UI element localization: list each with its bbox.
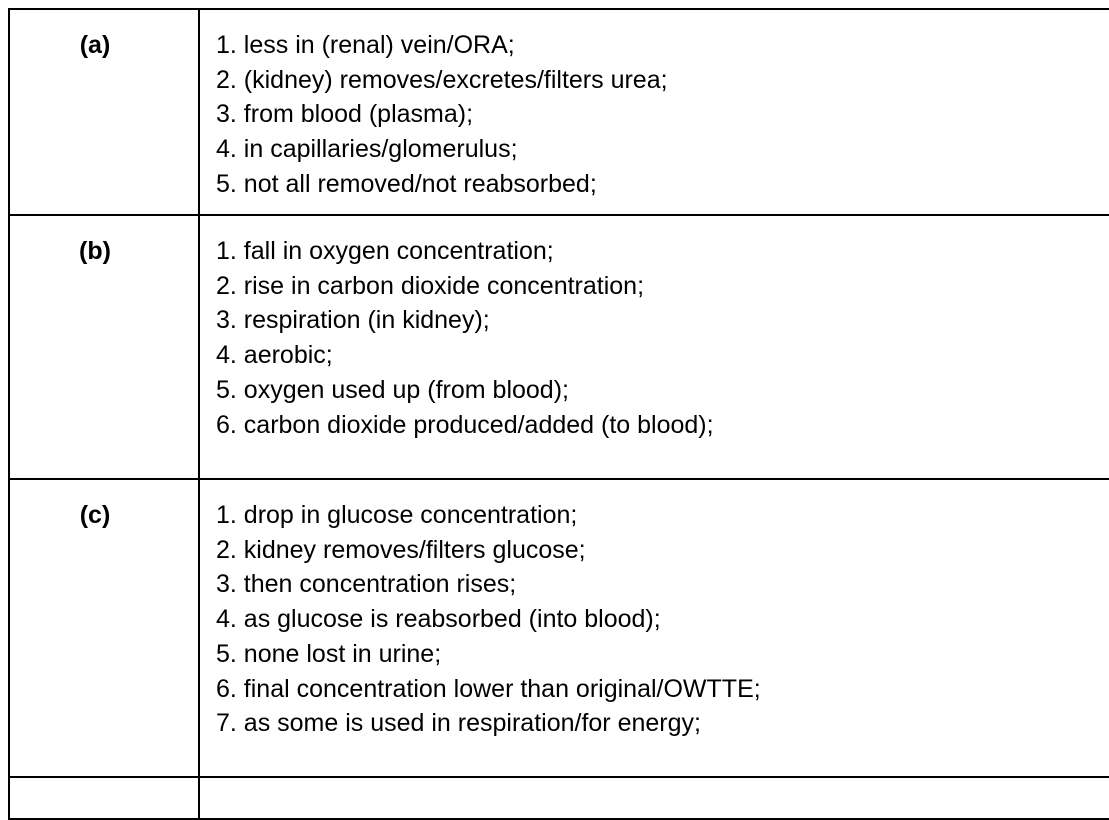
part-label-c: (c) [9, 479, 199, 777]
part-label-b: (b) [9, 215, 199, 479]
answer-line: 1. fall in oxygen concentration; [216, 237, 554, 265]
answer-line: 5. none lost in urine; [216, 639, 442, 668]
answer-line: 4. aerobic; [216, 341, 333, 370]
answer-cell-a [199, 9, 1109, 215]
answer-line: 5. not all removed/not reabsorbed; [216, 169, 597, 198]
answer-line: 1. less in (renal) vein/ORA; [216, 31, 515, 59]
answer-line: 2. kidney removes/filters glucose; [216, 535, 586, 564]
table-row-c [9, 479, 1109, 777]
answer-cell-b [199, 215, 1109, 479]
answer-line: 1. drop in glucose concentration; [216, 501, 578, 529]
answer-line: 2. (kidney) removes/excretes/filters urea; [216, 65, 668, 94]
answer-line: 4. as glucose is reabsorbed (into blood); [216, 605, 661, 634]
answer-line: 4. in capillaries/glomerulus; [216, 135, 518, 164]
answer-line: 5. oxygen used up (from blood); [216, 375, 569, 404]
table-row-next [9, 777, 1109, 819]
answer-line: 2. rise in carbon dioxide concentration; [216, 271, 645, 300]
empty-answer-cell [199, 777, 1109, 819]
answer-cell-c [199, 479, 1109, 777]
answer-line: 7. as some is used in respiration/for energy; [216, 709, 701, 738]
answer-line: 3. then concentration rises; [216, 570, 517, 599]
answer-line: 3. from blood (plasma); [216, 100, 474, 129]
table-row-a [9, 9, 1109, 215]
part-label-a: (a) [9, 9, 199, 215]
table-row-b [9, 215, 1109, 479]
mark-scheme-table [8, 8, 1109, 820]
answer-line: 3. respiration (in kidney); [216, 306, 490, 335]
empty-label-cell [9, 777, 199, 819]
answer-line: 6. final concentration lower than original/OWTTE; [216, 674, 761, 703]
answer-line: 6. carbon dioxide produced/added (to blood); [216, 410, 714, 439]
